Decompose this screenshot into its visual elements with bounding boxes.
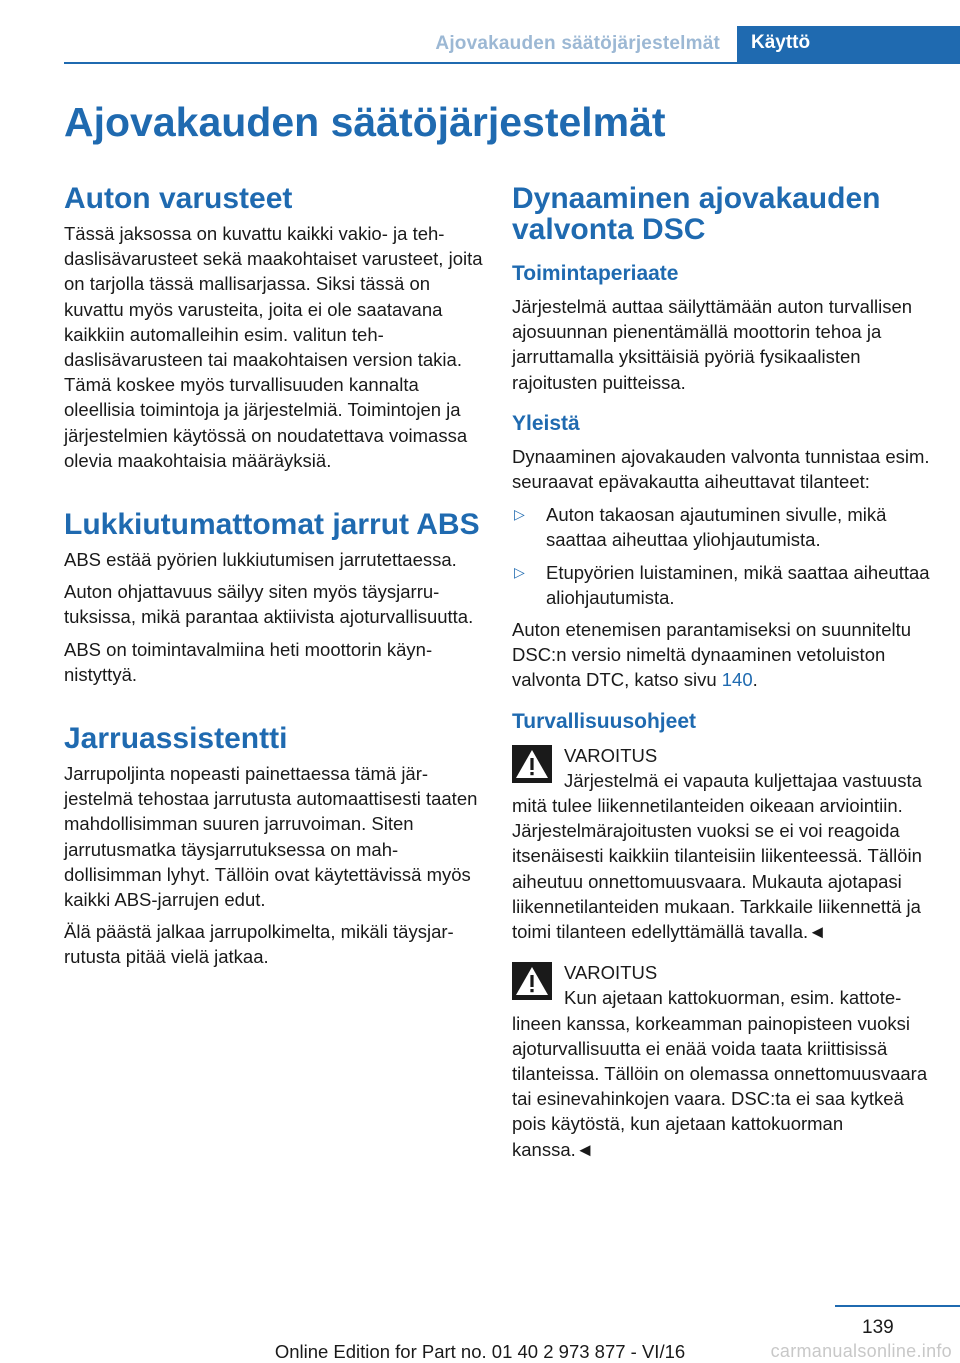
section-abs: [64, 509, 484, 687]
heading-abs: Lukkiutumattomat jarrut ABS: [64, 508, 480, 542]
header-section-title: Ajovakauden säätöjärjestelmät: [435, 33, 720, 54]
warning-triangle-icon: [512, 962, 552, 1000]
warning-label: VAROITUS: [564, 744, 658, 766]
triangle-bullet-icon: ▷: [514, 563, 525, 580]
brake-assist-paragraph: Älä päästä jalkaa jarrupolkimelta, mikäli täysjarrutusta pitää vielä jatkaa.: [64, 921, 454, 968]
header-rule: [64, 62, 960, 64]
heading-safety: Turvallisuusohjeet: [512, 709, 696, 733]
abs-paragraph: ABS estää pyörien lukkiutumisen jarrutettaessa.: [64, 549, 457, 571]
principle-text: Järjestelmä auttaa säilyttämään auton turvallisen ajosuunnan pienentämällä moottorin tehoa ja jarruttamalla yksittäisiä pyöriä fysikaalisten rajoitusten puitteissa.: [512, 296, 913, 393]
footer-edition: Online Edition for Part no. 01 40 2 973 877 - VI/16: [274, 1341, 686, 1362]
heading-equipment: Auton varusteet: [64, 182, 293, 215]
section-dsc: [512, 183, 930, 1162]
header-chapter-tab: Käyttö: [737, 26, 960, 62]
warning-text: Kun ajetaan kattokuorman, esim. kattotelineen kanssa, korkeamman painopisteen vuoksi ajoturvallisuutta ei enää voida taata kriittisissä tilanteissa. Tällöin on olemassa onnettomuusvaara tai esinevahinkojen vaara. DSC:ta ei saa kytkeä pois käytöstä, kun ajetaan kattokuorman kanssa.◄: [512, 987, 928, 1160]
heading-general: Yleistä: [512, 411, 580, 435]
page-reference-link[interactable]: 140: [721, 669, 753, 691]
list-item: [512, 560, 930, 610]
abs-paragraph: ABS on toimintavalmiina heti moottorin käynnistyttyä.: [64, 638, 433, 685]
heading-brake-assist: Jarruassistentti: [64, 722, 288, 756]
warning-box: [512, 960, 930, 1162]
dtc-end: .: [752, 669, 758, 691]
warning-text: Järjestelmä ei vapauta kuljettajaa vastuusta mitä tulee liikennetilanteiden oikeaan arviointiin. Järjestelmärajoitusten vuoksi se ei voi reagoida itsenäisesti kaikkiin tilanteisiin liikenteessä. Tällöin aiheutuu onnettomuusvaara. Mukauta ajotapasi liikennetilanteiden mukaan. Tarkkaile liikennettä ja toimi tilanteen edellyttämällä tavalla.◄: [512, 769, 922, 943]
warning-label: VAROITUS: [564, 962, 658, 984]
page-number: 139: [862, 1317, 894, 1338]
brake-assist-paragraph: Jarrupoljinta nopeasti painettaessa tämä järjestelmä tehostaa jarrutusta automaattisesti taaten mahdollisimman suuren jarruvoiman. Siten jarrutusmatka täysjarrutuksessa on mahdollisimman lyhyt. Tällöin ovat käytettävissä myös kaikki ABS-jarrujen edut.: [64, 763, 478, 911]
page-title: Ajovakauden säätöjärjestelmät: [64, 99, 666, 145]
heading-principle: Toimintaperiaate: [512, 262, 679, 285]
list-item: [512, 502, 930, 552]
footer-rule: [835, 1305, 960, 1307]
page-header: [0, 0, 960, 64]
heading-dsc: Dynaaminen ajovakauden valvonta DSC: [512, 182, 881, 246]
general-bullet-list: [512, 502, 930, 610]
abs-paragraph: Auton ohjattavuus säilyy siten myös täysjarrutuksissa, mikä parantaa aktiivista ajoturvallisuutta.: [64, 581, 474, 628]
left-column: [64, 183, 484, 970]
dtc-text: Auton etenemisen parantamiseksi on suunniteltu DSC:n versio nimeltä dynaaminen vetoluiston valvonta DTC, katso sivu: [512, 619, 912, 691]
section-brake-assist: [64, 723, 484, 970]
right-column: [512, 183, 930, 1162]
watermark: carmanualsonline.info: [770, 1341, 952, 1361]
list-item-text: Auton takaosan ajautuminen sivulle, mikä saattaa aiheuttaa yliohjautumista.: [546, 504, 887, 551]
section-equipment: [64, 183, 484, 473]
triangle-bullet-icon: ▷: [514, 506, 525, 523]
warning-box: [512, 743, 930, 945]
warning-triangle-icon: [512, 745, 552, 783]
equipment-text: Tässä jaksossa on kuvattu kaikki vakio- ja tehdaslisävarusteet sekä maakohtaiset varusteet, joita on tarjolla tässä mallisarjassa. Siksi tässä on kuvattu myös varusteita, joita ei ole saatavana kaikkiin automalleihin esim. valitun tehdaslisävarusteen tai maakohtaisen version takia. Tämä koskee myös turvallisuuden kannalta oleellisia toimintoja ja järjestelmiä. Toimintojen ja järjestelmien käytössä on noudatettava voimassa olevia maakohtaisia määräyksiä.: [64, 223, 483, 471]
dtc-paragraph: [512, 617, 930, 693]
list-item-text: Etupyörien luistaminen, mikä saattaa aiheuttaa aliohjautumista.: [546, 561, 930, 608]
general-intro: Dynaaminen ajovakauden valvonta tunnistaa esim. seuraavat epävakautta aiheuttavat tilanteet:: [512, 445, 930, 493]
